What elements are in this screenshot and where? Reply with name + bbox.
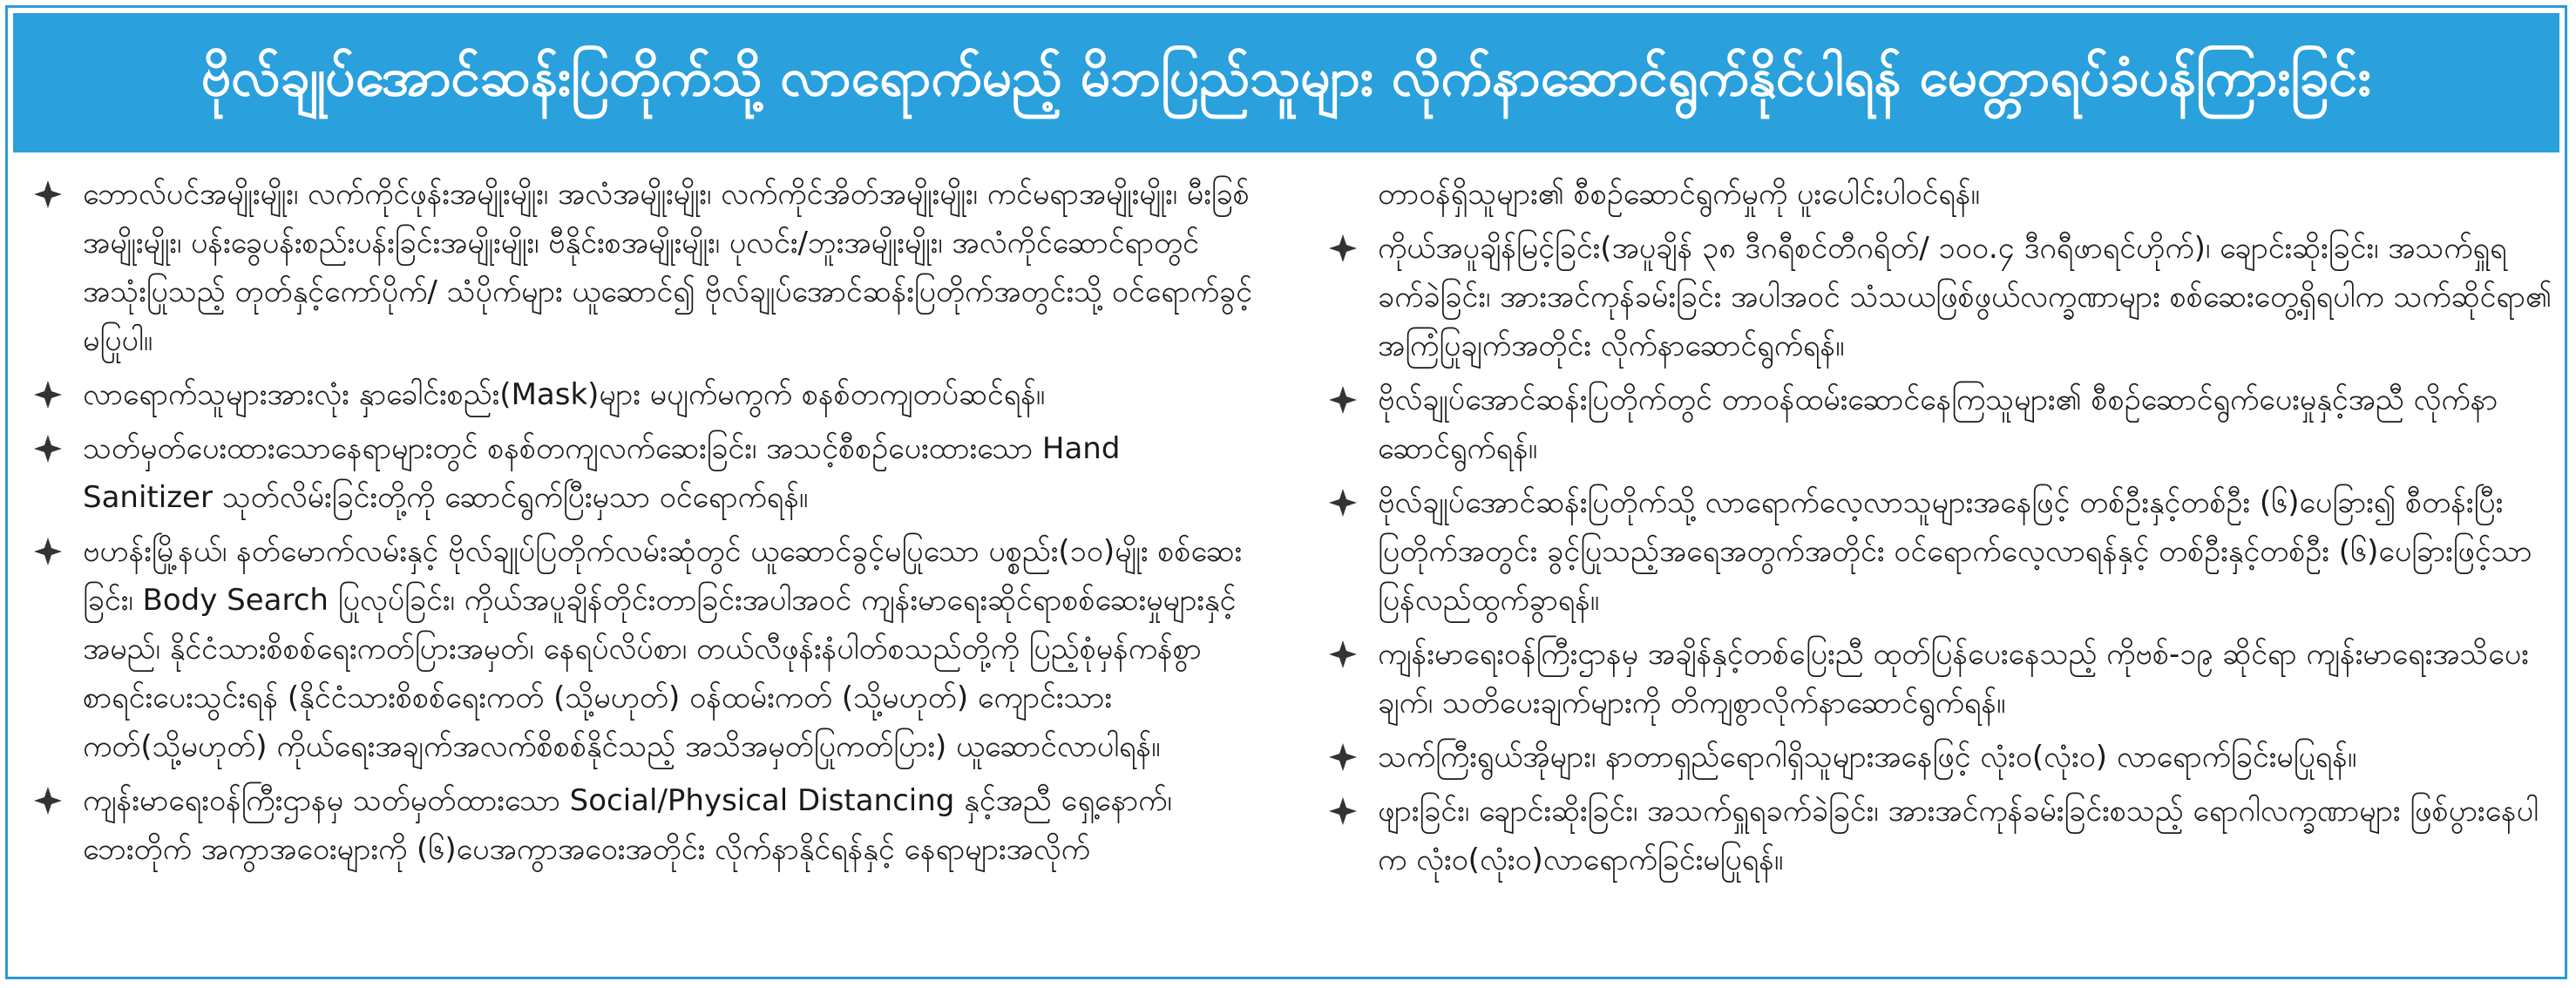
list-item-text: သက်ကြီးရွယ်အိုများ၊ နာတာရှည်ရောဂါရှိသူများအနေဖြင့် လုံးဝ(လုံးဝ) လာရောက်ခြင်းမပြုရန်။ <box>1378 740 2357 775</box>
list-item <box>1315 478 2552 625</box>
list-item <box>1315 787 2552 884</box>
list-item <box>20 170 1257 365</box>
notice-title: ဗိုလ်ချုပ်အောင်ဆန်းပြတိုက်သို့ လာရောက်မည့် မိဘပြည်သူများ လိုက်နာဆောင်ရွက်နိုင်ပါရန် မေတ္တာရပ်ခံပန်ကြားခြင်း <box>201 47 2371 108</box>
diamond-bullet-icon <box>1322 224 1364 273</box>
list-item <box>20 776 1257 874</box>
list-item-text: ကိုယ်အပူချိန်မြင့်ခြင်း(အပူချိန် ၃၈ ဒီဂရီစင်တီဂရိတ်/ ၁၀၀.၄ ဒီဂရီဖာရင်ဟိုက်)၊ ချောင်းဆိုးခြင်း၊ အသက်ရှူရခက်ခဲခြင်း၊ အားအင်ကုန်ခမ်းခြင်း အပါအဝင် သံသယဖြစ်ဖွယ်လက္ခဏာများ စစ်ဆေးတွေ့ရှိရပါက သက်ဆိုင်ရာ၏ အကြံပြုချက်အတိုင်း လိုက်နာဆောင်ရွက်ရန်။ <box>1378 231 2552 363</box>
list-item <box>1315 376 2552 473</box>
left-column <box>20 170 1257 879</box>
diamond-bullet-icon <box>27 370 69 419</box>
right-column <box>1315 170 2552 890</box>
list-item <box>20 527 1257 771</box>
diamond-bullet-icon <box>27 170 69 219</box>
list-item-text: လာရောက်သူများအားလုံး နှာခေါင်းစည်း(Mask)များ မပျက်မကွက် စနစ်တကျတပ်ဆင်ရန်။ <box>83 377 1046 412</box>
list-item-continuation <box>1315 170 2552 219</box>
list-item-text: ဗိုလ်ချုပ်အောင်ဆန်းပြတိုက်တွင် တာဝန်ထမ်းဆောင်နေကြသူများ၏ စီစဉ်ဆောင်ရွက်ပေးမှုနှင့်အညီ လိုက်နာဆောင်ရွက်ရန်။ <box>1378 382 2498 466</box>
list-item-text: တာဝန်ရှိသူများ၏ စီစဉ်ဆောင်ရွက်မှုကို ပူးပေါင်းပါဝင်ရန်။ <box>1378 177 1980 212</box>
notice-frame <box>5 5 2567 979</box>
list-item <box>1315 733 2552 782</box>
diamond-bullet-icon <box>27 527 69 576</box>
diamond-bullet-icon <box>1322 733 1364 782</box>
list-item-text: ကျန်းမာရေးဝန်ကြီးဌာနမှ သတ်မှတ်ထားသော Social/Physical Distancing နှင့်အညီ ရှေ့နောက်၊ ဘေးတိုက် အကွာအဝေးများကို (၆)ပေအကွာအဝေးအတိုင်း လိုက်နာနိုင်ရန်နှင့် နေရာများအလိုက် <box>83 783 1172 867</box>
list-item <box>1315 224 2552 370</box>
diamond-bullet-icon <box>27 776 69 825</box>
diamond-bullet-icon <box>27 424 69 473</box>
list-item-text: ဗဟန်းမြို့နယ်၊ နတ်မောက်လမ်းနှင့် ဗိုလ်ချုပ်ပြတိုက်လမ်းဆုံတွင် ယူဆောင်ခွင့်မပြုသော ပစ္စည်း(၁၀)မျိုး စစ်ဆေးခြင်း၊ Body Search ပြုလုပ်ခြင်း၊ ကိုယ်အပူချိန်တိုင်းတာခြင်းအပါအဝင် ကျန်းမာရေးဆိုင်ရာစစ်ဆေးမှုများနှင့် အမည်၊ နိုင်ငံသားစိစစ်ရေးကတ်ပြားအမှတ်၊ နေရပ်လိပ်စာ၊ တယ်လီဖုန်းနံပါတ်စသည်တို့ကို ပြည့်စုံမှန်ကန်စွာ စာရင်းပေးသွင်းရန် (နိုင်ငံသားစိစစ်ရေးကတ် (သို့မဟုတ်) ဝန်ထမ်းကတ် (သို့မဟုတ်) ကျောင်းသားကတ်(သို့မဟုတ်) ကိုယ်ရေးအချက်အလက်စိစစ်နိုင်သည့် အသိအမှတ်ပြုကတ်ပြား) ယူဆောင်လာပါရန်။ <box>83 534 1243 764</box>
list-item <box>20 424 1257 522</box>
diamond-bullet-icon <box>1322 376 1364 424</box>
diamond-bullet-icon <box>1322 478 1364 527</box>
list-item <box>20 370 1257 419</box>
list-item-text: ဘောလ်ပင်အမျိုးမျိုး၊ လက်ကိုင်ဖုန်းအမျိုးမျိုး၊ အလံအမျိုးမျိုး၊ လက်ကိုင်အိတ်အမျိုးမျိုး၊ ကင်မရာအမျိုးမျိုး၊ မီးခြစ်အမျိုးမျိုး၊ ပန်းခွေပန်းစည်းပန်းခြင်းအမျိုးမျိုး၊ ဗီနိုင်းစအမျိုးမျိုး၊ ပုလင်း/ဘူးအမျိုးမျိုး၊ အလံကိုင်ဆောင်ရာတွင် အသုံးပြုသည့် တုတ်နှင့်ကော်ပိုက်/ သံပိုက်များ ယူဆောင်၍ ဗိုလ်ချုပ်အောင်ဆန်းပြတိုက်အတွင်းသို့ ဝင်ရောက်ခွင့်မပြုပါ။ <box>83 177 1252 358</box>
title-banner <box>13 13 2559 152</box>
diamond-bullet-icon <box>1322 787 1364 836</box>
list-item-text: ကျန်းမာရေးဝန်ကြီးဌာနမှ အချိန်နှင့်တစ်ပြေးညီ ထုတ်ပြန်ပေးနေသည့် ကိုဗစ်-၁၉ ဆိုင်ရာ ကျန်းမာရေးအသိပေးချက်၊ သတိပေးချက်များကို တိကျစွာလိုက်နာဆောင်ရွက်ရန်။ <box>1378 637 2529 721</box>
diamond-bullet-icon <box>1322 630 1364 679</box>
list-item-text: သတ်မှတ်ပေးထားသောနေရာများတွင် စနစ်တကျလက်ဆေးခြင်း၊ အသင့်စီစဉ်ပေးထားသော Hand Sanitizer သုတ်လိမ်းခြင်းတို့ကို ဆောင်ရွက်ပြီးမှသာ ဝင်ရောက်ရန်။ <box>83 431 1121 515</box>
list-item-text: ဗိုလ်ချုပ်အောင်ဆန်းပြတိုက်သို့ လာရောက်လေ့လာသူများအနေဖြင့် တစ်ဦးနှင့်တစ်ဦး (၆)ပေခြား၍ စီတန်းပြီး ပြတိုက်အတွင်း ခွင့်ပြုသည့်အရေအတွက်အတိုင်း ဝင်ရောက်လေ့လာရန်နှင့် တစ်ဦးနှင့်တစ်ဦး (၆)ပေခြားဖြင့်သာ ပြန်လည်ထွက်ခွာရန်။ <box>1378 485 2532 618</box>
list-item <box>1315 630 2552 727</box>
list-item-text: ဖျားခြင်း၊ ချောင်းဆိုးခြင်း၊ အသက်ရှူရခက်ခဲခြင်း၊ အားအင်ကုန်ခမ်းခြင်းစသည့် ရောဂါလက္ခဏာများ ဖြစ်ပွားနေပါက လုံးဝ(လုံးဝ)လာရောက်ခြင်းမပြုရန်။ <box>1378 794 2539 877</box>
